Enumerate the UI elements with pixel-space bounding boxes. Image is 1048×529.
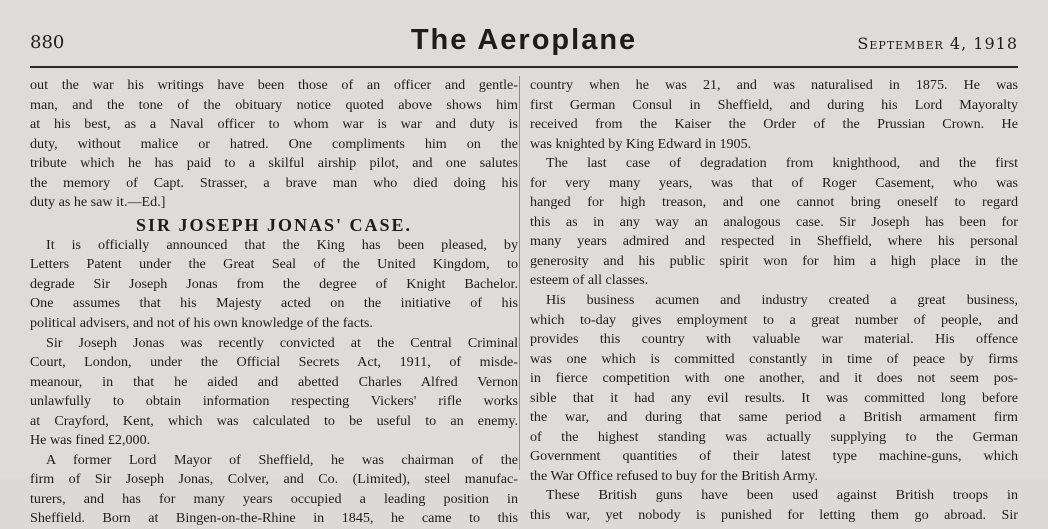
article-heading: SIR JOSEPH JONAS' CASE. bbox=[135, 214, 413, 235]
text-line: turers, and has for many years occupied a leading position in bbox=[30, 490, 518, 507]
text-line: received from the Kaiser the Order of the Prussian Crown. He bbox=[530, 116, 1018, 133]
text-line: meanour, in that he aided and abetted Charles Alfred Vernon bbox=[30, 373, 518, 390]
right-column bbox=[530, 76, 1018, 526]
text-line: for very many years, was that of Roger Casement, who was bbox=[530, 174, 1018, 191]
page-header bbox=[30, 22, 1018, 66]
header-rule bbox=[30, 66, 1018, 68]
text-line: tribute which he has paid to a skilful airship pilot, and one salutes bbox=[30, 155, 518, 172]
text-line: A former Lord Mayor of Sheffield, he was chairman of the bbox=[46, 451, 518, 468]
page-number: 880 bbox=[30, 32, 65, 53]
issue-date: September 4, 1918 bbox=[857, 34, 1018, 53]
text-line: was one which is committed constantly in time of peace by firms bbox=[530, 350, 1018, 367]
text-line: unlawfully to obtain information respecting Vickers' rifle works bbox=[30, 393, 518, 410]
text-line: Court, London, under the Official Secrets Act, 1911, of misde- bbox=[30, 354, 518, 371]
text-line: man, and the tone of the obituary notice quoted above shows him bbox=[30, 96, 518, 113]
text-line: this as in any way an analogous case. Sir Joseph has been for bbox=[530, 213, 1018, 230]
text-line: country when he was 21, and was naturalised in 1875. He was bbox=[530, 77, 1018, 93]
text-line: in fierce competition with one another, and it does not seem pos- bbox=[530, 370, 1018, 387]
text-line: at his best, as a Naval officer to whom war is war and duty is bbox=[30, 116, 518, 133]
column-divider bbox=[519, 76, 520, 470]
text-line: provides this country with valuable war material. His offence bbox=[530, 331, 1018, 348]
text-line: hanged for high treason, and one cannot bring oneself to regard bbox=[530, 194, 1018, 211]
text-line: degrade Sir Joseph Jonas from the degree of Knight Bachelor. bbox=[30, 275, 518, 292]
text-line: out the war his writings have been those of an officer and gentle- bbox=[30, 77, 518, 93]
magazine-title: The Aeroplane bbox=[410, 24, 638, 56]
text-line: His business acumen and industry created a great business, bbox=[546, 292, 1018, 309]
text-line: esteem of all classes. bbox=[530, 272, 649, 289]
text-line: These British guns have been used against British troops in bbox=[546, 487, 1018, 504]
text-line: Letters Patent under the Great Seal of the United Kingdom, to bbox=[30, 256, 518, 273]
left-column bbox=[30, 76, 518, 529]
text-line: He was fined £2,000. bbox=[30, 432, 151, 449]
text-line: The last case of degradation from knighthood, and the first bbox=[546, 155, 1018, 172]
text-line: this war, yet nobody is punished for letting them go abroad. Sir bbox=[530, 507, 1018, 524]
text-line: at Crayford, Kent, which was calculated to be useful to an enemy. bbox=[30, 412, 518, 429]
text-line: sible that it had any evil results. It was committed long before bbox=[530, 389, 1018, 406]
text-line: political advisers, and not of his own knowledge of the facts. bbox=[30, 315, 373, 332]
text-line: duty as he saw it.—Ed.] bbox=[30, 194, 166, 211]
text-line: was knighted by King Edward in 1905. bbox=[530, 135, 752, 152]
text-line: One assumes that his Majesty acted on the initiative of his bbox=[30, 295, 518, 312]
text-line: It is officially announced that the King has been pleased, by bbox=[46, 236, 518, 253]
text-line: of the highest standing was actually supplying to the German bbox=[530, 428, 1018, 445]
text-line: duty, without malice or hatred. One compliments him on the bbox=[30, 135, 518, 152]
text-line: the War Office refused to buy for the British Army. bbox=[530, 467, 818, 484]
text-line: first German Consul in Sheffield, and during his Lord Mayoralty bbox=[530, 96, 1018, 113]
text-line: Sir Joseph Jonas was recently convicted at the Central Criminal bbox=[46, 334, 518, 351]
text-line: many years admired and respected in Sheffield, where his personal bbox=[530, 233, 1018, 250]
text-line: the war, and during that same period a British armament firm bbox=[530, 409, 1018, 426]
text-line: generosity and his public spirit won for him a high place in the bbox=[530, 252, 1018, 269]
text-line: firm of Sir Joseph Jonas, Colver, and Co. (Limited), steel manufac- bbox=[30, 471, 518, 488]
text-line: Sheffield. Born at Bingen-on-the-Rhine in 1845, he came to this bbox=[30, 510, 518, 527]
text-line: the memory of Capt. Strasser, a brave man who died doing his bbox=[30, 174, 518, 191]
text-line: which to-day gives employment to a great number of people, and bbox=[530, 311, 1018, 328]
text-line: Government quantities of their latest type machine-guns, which bbox=[530, 448, 1018, 465]
